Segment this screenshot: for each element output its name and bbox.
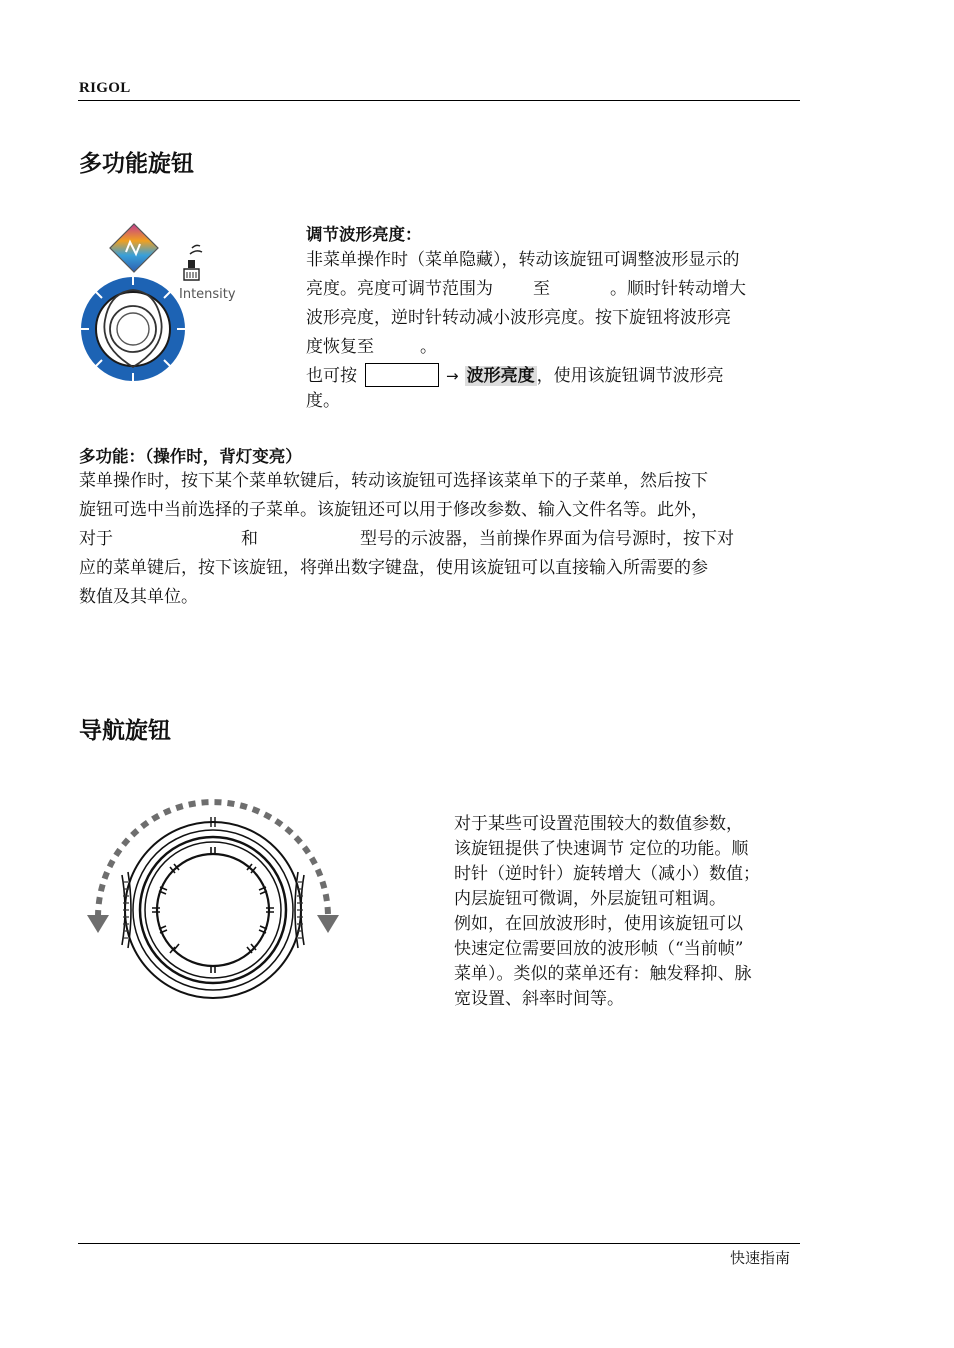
multifunction-line: 旋钮可选中当前选择的子菜单。该旋钮还可以用于修改参数、输入文件名等。此外， — [79, 500, 708, 520]
intensity-label: Intensity — [179, 287, 236, 302]
multifunction-line: 对于 和 型号的示波器，当前操作界面为信号源时，按下对 — [79, 529, 734, 549]
multifunction-line: 菜单操作时，按下某个菜单软键后，转动该旋钮可选择该菜单下的子菜单，然后按下 — [79, 471, 708, 491]
multifunction-line: 数值及其单位。 — [79, 587, 198, 607]
navigation-line: 对于某些可设置范围较大的数值参数， — [454, 814, 743, 834]
navigation-knob-illustration — [80, 797, 346, 1003]
multifunction-paragraph — [79, 467, 801, 612]
navigation-line: 快速定位需要回放的波形帧（“当前帧” — [454, 939, 744, 959]
intensity-line: 亮度。亮度可调节范围为 至 。顺时针转动增大 — [306, 279, 746, 299]
function-key-box[interactable] — [365, 363, 439, 387]
section-title-navigation-knob: 导航旋钮 — [79, 718, 171, 744]
softkey-waveform-intensity[interactable]: 波形亮度 — [466, 366, 535, 386]
section-title-multifunction-knob: 多功能旋钮 — [79, 151, 194, 177]
intensity-paragraph — [306, 246, 801, 362]
navigation-line: 内层旋钮可微调，外层旋钮可粗调。 — [454, 889, 726, 909]
navigation-line: 例如，在回放波形时，使用该旋钮可以 — [454, 914, 743, 934]
multifunction-line: 应的菜单键后，按下该旋钮，将弹出数字键盘，使用该旋钮可以直接输入所需要的参 — [79, 558, 708, 578]
intensity-heading: 调节波形亮度： — [306, 225, 422, 244]
shortcut-tail: 度。 — [306, 391, 340, 411]
navigation-line: 该旋钮提供了快速调节 定位的功能。顺 — [454, 839, 749, 859]
multifunction-knob-illustration — [80, 222, 245, 385]
shortcut-suffix: ，使用该旋钮调节波形亮 — [536, 366, 724, 386]
brand-logo-text: RIGOL — [79, 80, 131, 96]
multifunction-knob[interactable] — [81, 277, 185, 381]
navigation-line: 菜单）。类似的菜单还有：触发释抑、脉 — [454, 964, 752, 984]
shortcut-prefix: 也可按 — [306, 366, 357, 386]
intensity-line: 度恢复至 。 — [306, 337, 437, 357]
footer-label: 快速指南 — [730, 1249, 791, 1267]
navigation-paragraph — [454, 812, 799, 1012]
press-hand-icon — [184, 245, 202, 280]
intensity-shortcut — [306, 363, 801, 414]
navigation-knob[interactable] — [122, 817, 304, 998]
arrow-right-icon: → — [446, 367, 459, 385]
multifunction-heading: 多功能：（操作时，背灯变亮） — [79, 447, 302, 466]
navigation-line: 时针（逆时针）旋转增大（减小）数值； — [454, 864, 760, 884]
header-rule — [78, 100, 800, 101]
navigation-line: 宽设置、斜率时间等。 — [454, 989, 624, 1009]
intensity-line: 非菜单操作时（菜单隐藏），转动该旋钮可调整波形显示的 — [306, 250, 740, 270]
waveform-diamond-icon — [110, 224, 158, 272]
intensity-line: 波形亮度，逆时针转动减小波形亮度。按下旋钮将波形亮 — [306, 308, 731, 328]
footer-rule — [78, 1243, 800, 1244]
